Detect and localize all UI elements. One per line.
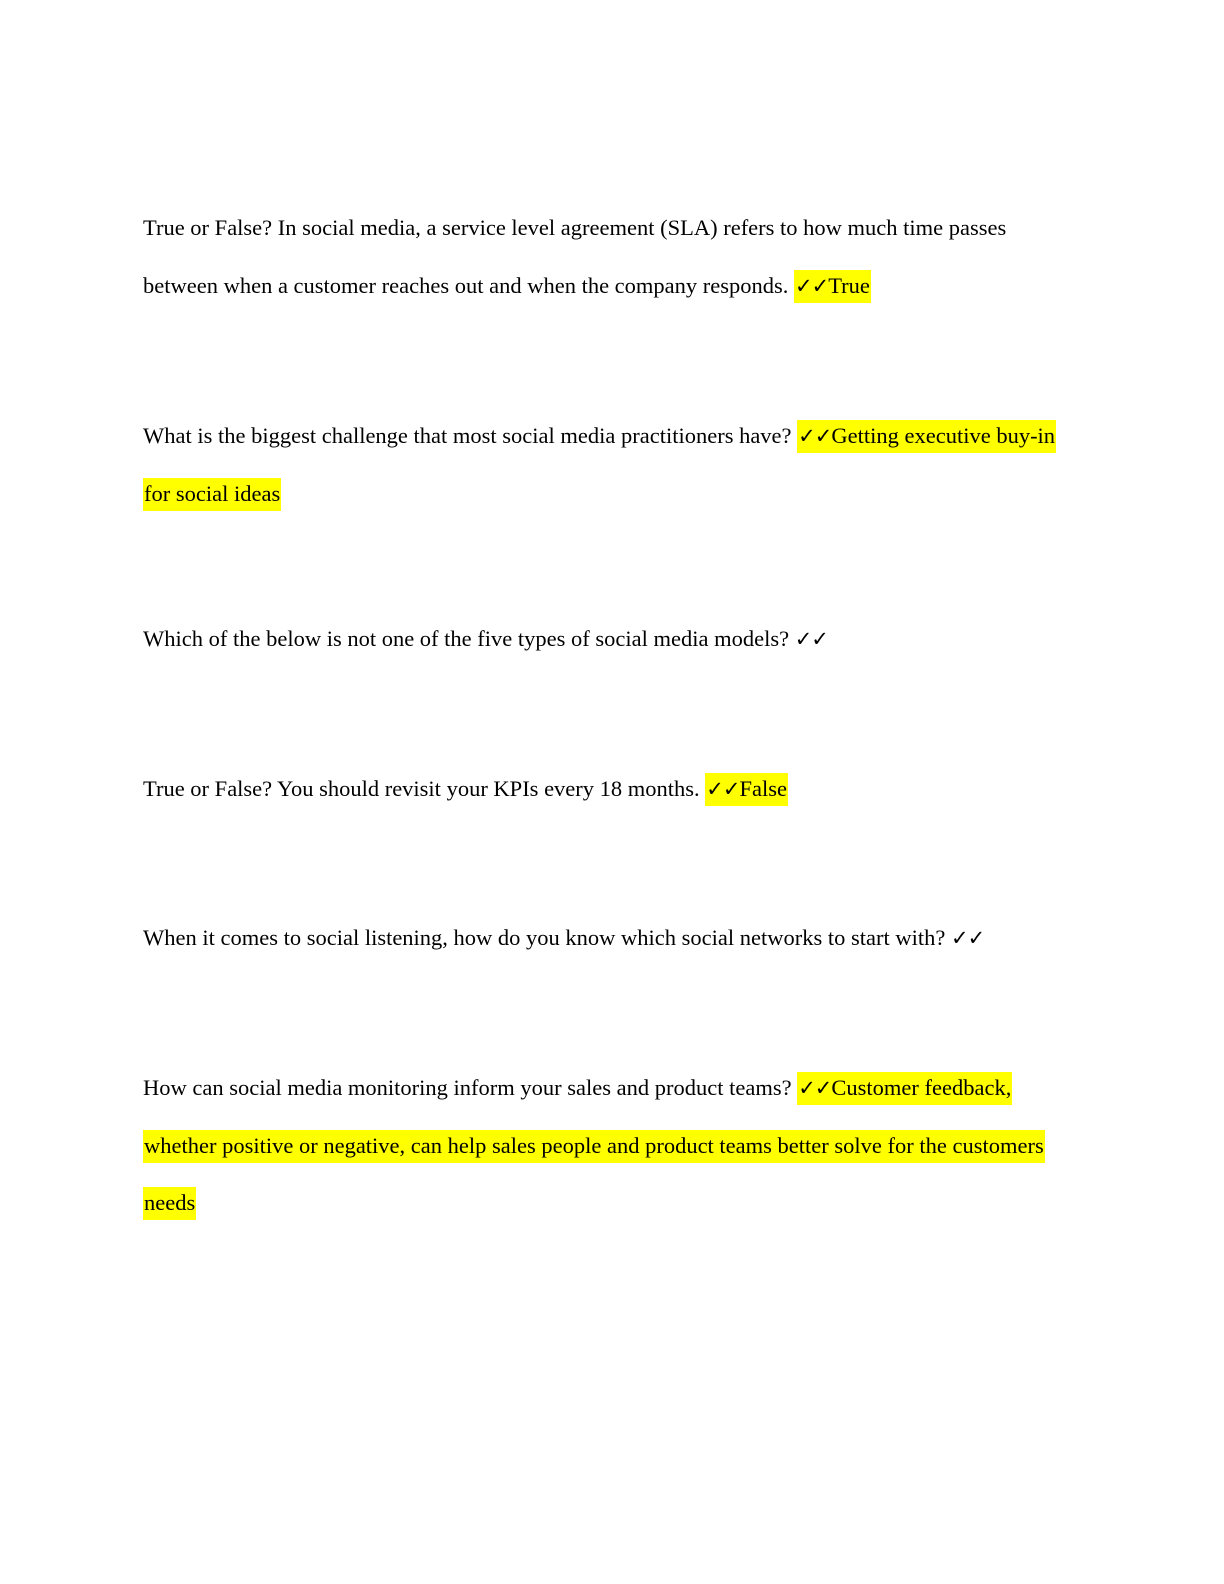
question-text-6: How can social media monitoring inform your sales and product teams? [143,1075,792,1100]
question-text-4: True or False? You should revisit your KPIs every 18 months. [143,776,700,801]
double-check-icon: ✓✓ [795,274,829,298]
answer-text-4: False [739,776,787,801]
question-block-6 [143,1059,1073,1231]
question-block-1 [143,199,1083,315]
question-block-2 [143,407,1083,523]
question-block-3 [143,610,1083,668]
answer-text-1: True [828,273,870,298]
question-block-5 [143,909,1083,967]
double-check-icon: ✓✓ [794,627,828,651]
question-text-1: True or False? In social media, a service level agreement (SLA) refers to how much time passes between when a customer reaches out and when the company responds. [143,215,1007,298]
answer-highlight-1 [794,270,871,303]
double-check-icon: ✓✓ [798,1076,832,1100]
question-text-2: What is the biggest challenge that most social media practitioners have? [143,423,792,448]
answer-text-6: Customer feedback, whether positive or negative, can help sales people and product teams better solve for the customers needs [144,1075,1044,1215]
question-block-4 [143,760,1083,818]
double-check-icon: ✓✓ [706,777,740,801]
double-check-icon: ✓✓ [798,424,832,448]
answer-text-2: Getting executive buy-in for social ideas [144,423,1056,506]
answer-highlight-4 [705,773,788,806]
question-text-5: When it comes to social listening, how do you know which social networks to start with? [143,925,946,950]
double-check-icon: ✓✓ [951,926,985,950]
question-text-3: Which of the below is not one of the five types of social media models? [143,626,790,651]
